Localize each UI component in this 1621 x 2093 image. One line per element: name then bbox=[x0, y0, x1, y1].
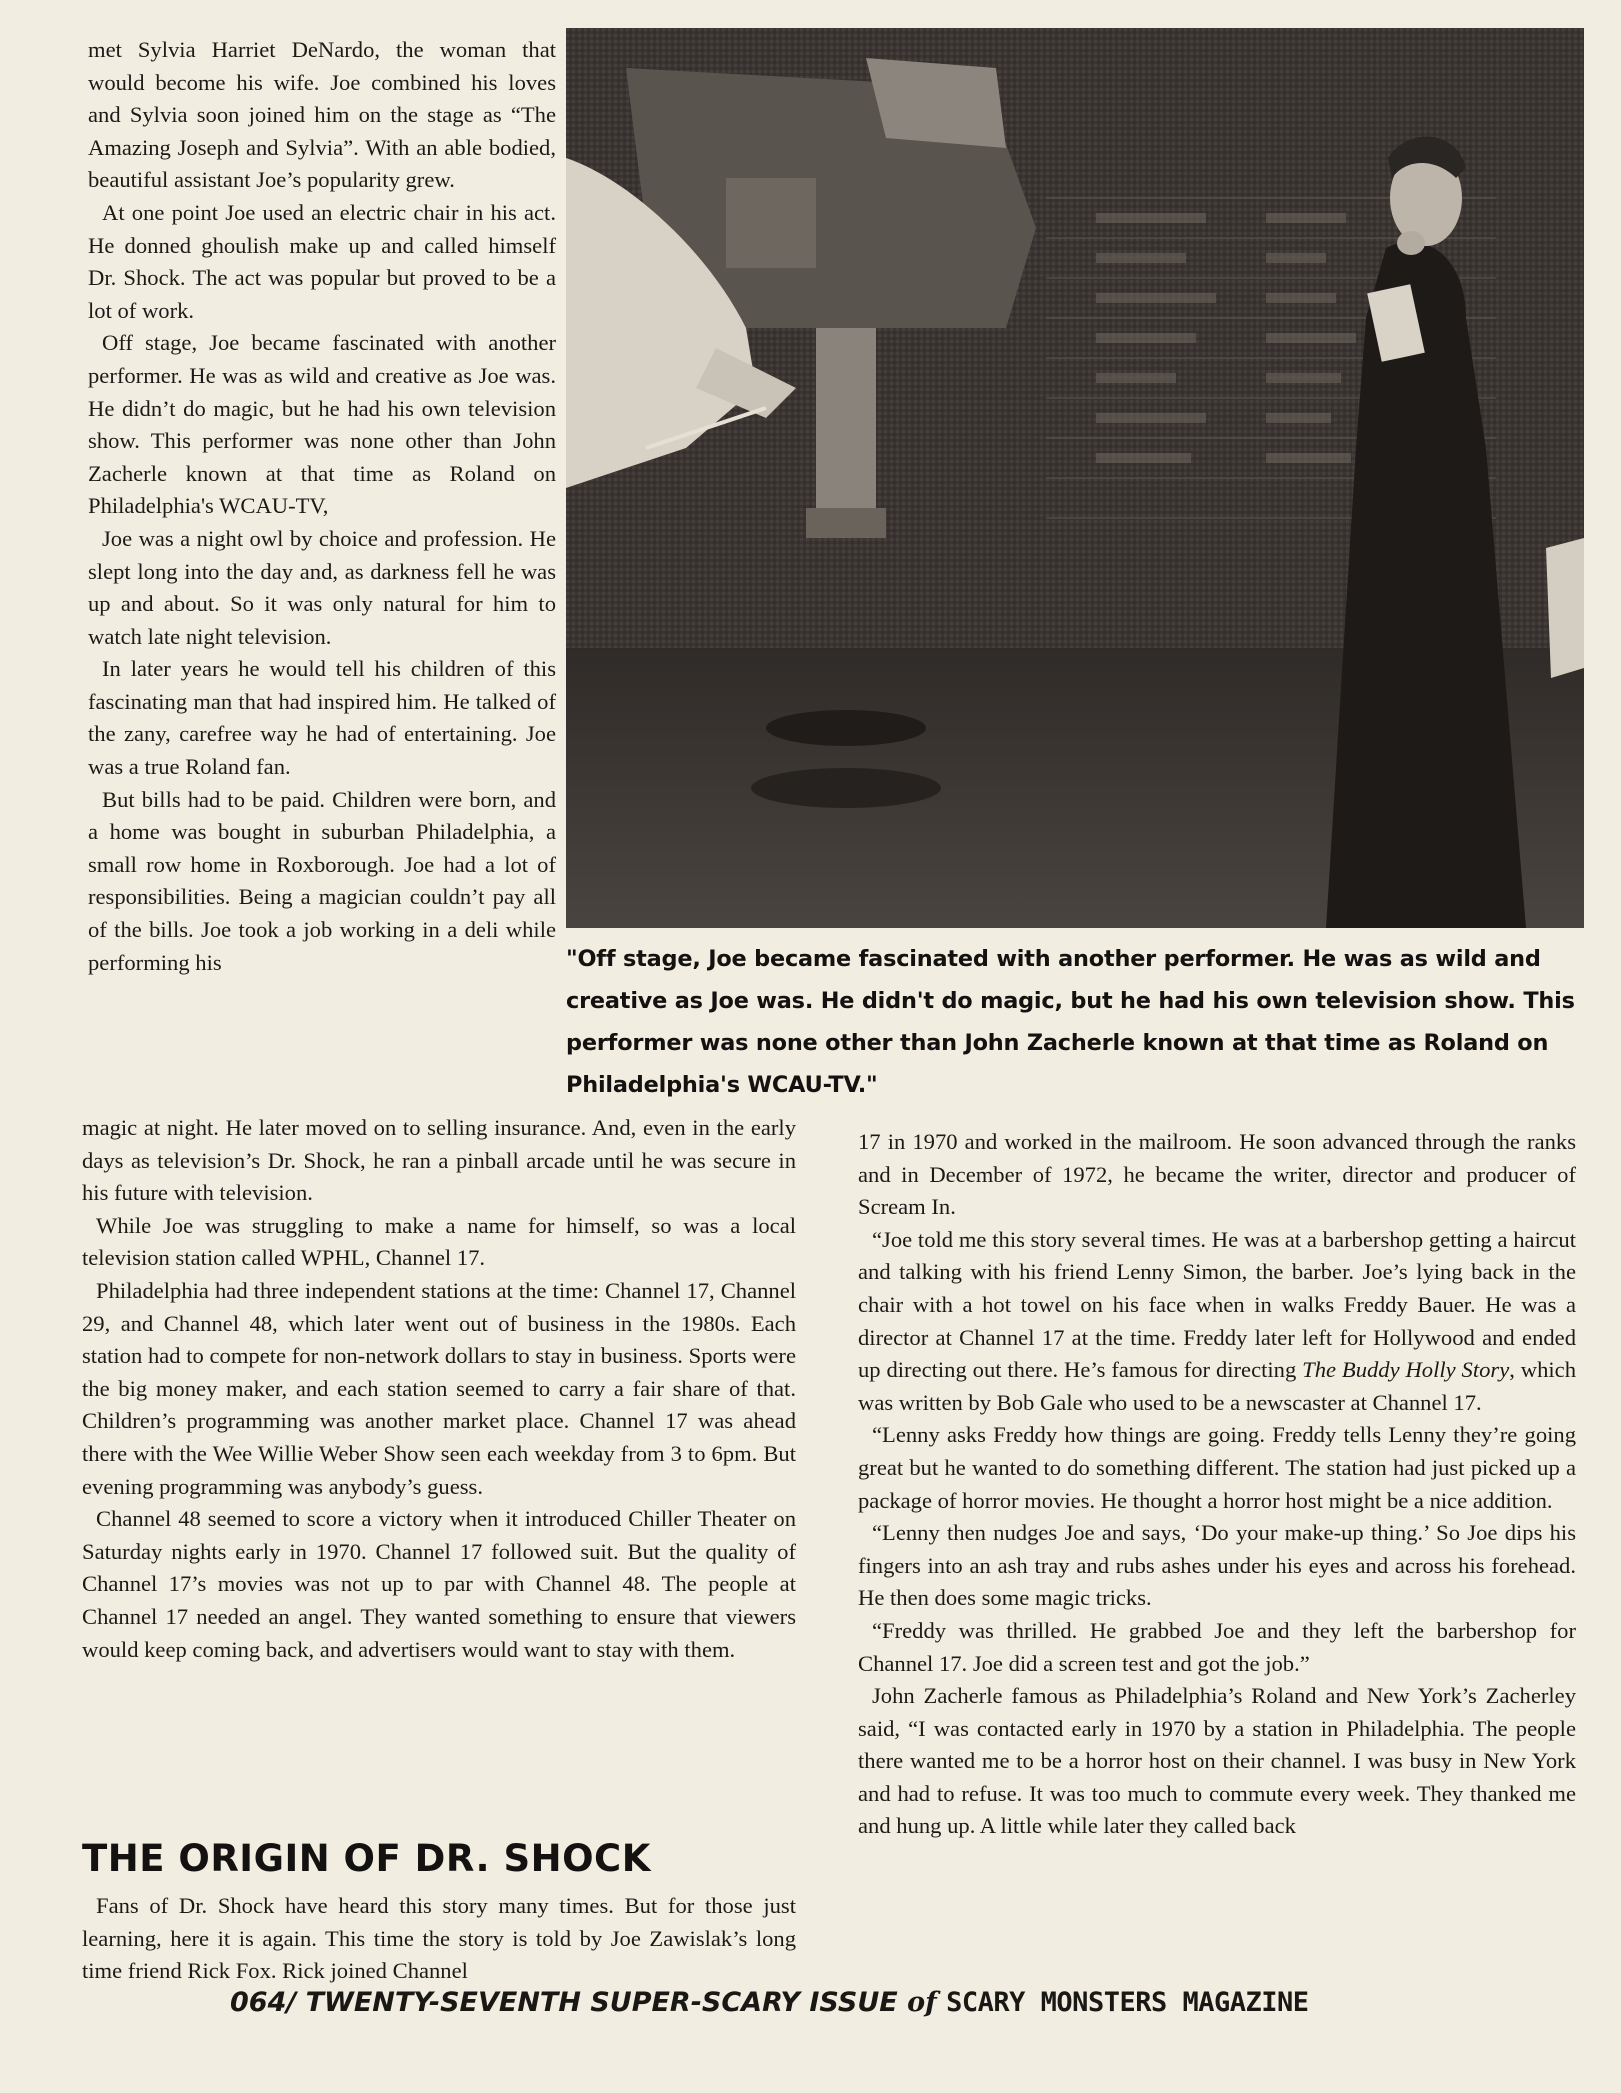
body-paragraph: John Zacherle famous as Philadelphia’s Roland and New York’s Zacherley said, “I was contacted early in 1970 by a station in Philadelphia. The people there wanted me to be a horror host on their channel. I was busy in New York and had to refuse. It was too much to commute every week. They thanked me and hung up. A little while later they called back bbox=[858, 1683, 1576, 1839]
body-paragraph: While Joe was struggling to make a name for himself, so was a local television station called WPHL, Channel 17. bbox=[82, 1212, 796, 1271]
paragraph-text: , which was written by Bob Gale who used to be a newscaster at Channel 17. bbox=[858, 1357, 1576, 1415]
magazine-name: SCARY MONSTERS MAGAZINE bbox=[946, 1987, 1309, 2018]
right-column bbox=[858, 1126, 1576, 1843]
left-wide-column bbox=[82, 1112, 796, 1666]
photo-caption: "Off stage, Joe became fascinated with another performer. He was as wild and creative as Joe was. He didn't do magic, but he had his own television show. This performer was none other than John Zacherle known at that time as Roland on Philadelphia's WCAU-TV." bbox=[566, 946, 1575, 1098]
body-paragraph: “Lenny asks Freddy how things are going. Freddy tells Lenny they’re going great but he wanted to do something different. The station had just picked up a package of horror movies. He thought a horror host might be a nice addition. bbox=[858, 1422, 1576, 1513]
body-paragraph: magic at night. He later moved on to selling insurance. And, even in the early days as television’s Dr. Shock, he ran a pinball arcade until he was secure in his future with television. bbox=[82, 1115, 796, 1206]
body-paragraph bbox=[858, 1224, 1576, 1420]
body-paragraph: Channel 48 seemed to score a victory when it introduced Chiller Theater on Saturday nights early in 1970. Channel 17 followed suit. But the quality of Channel 17’s movies was not up to par with Channel 48. The people at Channel 17 needed an angel. They wanted something to ensure that viewers would keep coming back, and advertisers would want to stay with them. bbox=[82, 1506, 796, 1662]
section-heading: THE ORIGIN OF DR. SHOCK bbox=[82, 1837, 651, 1880]
body-paragraph: met Sylvia Harriet DeNardo, the woman that would become his wife. Joe combined his loves and Sylvia soon joined him on the stage as “The Amazing Joseph and Sylvia”. With an able bodied, beautiful assistant Joe’s popularity grew. bbox=[88, 37, 556, 193]
body-paragraph: Fans of Dr. Shock have heard this story many times. But for those just learning, here it is again. This time the story is told by Joe Zawislak’s long time friend Rick Fox. Rick joined Channel bbox=[82, 1893, 796, 1984]
page-footer bbox=[230, 1986, 1430, 2020]
body-paragraph: But bills had to be paid. Children were born, and a home was bought in suburban Philadelphia, a small row home in Roxborough. Joe had a lot of responsibilities. Being a magician couldn’t pay all of the bills. Joe took a job working in a deli while performing his bbox=[88, 786, 556, 975]
body-paragraph: Off stage, Joe became fascinated with another performer. He was as wild and creative as Joe was. He didn’t do magic, but he had his own television show. This performer was none other than John Zacherle known at that time as Roland on Philadelphia's WCAU-TV, bbox=[88, 330, 556, 519]
tv-studio-photo bbox=[566, 28, 1584, 928]
body-paragraph: In later years he would tell his children of this fascinating man that had inspired him. He talked of the zany, carefree way he had of entertaining. Joe was a true Roland fan. bbox=[88, 656, 556, 780]
body-paragraph: Philadelphia had three independent stations at the time: Channel 17, Channel 29, and Channel 48, which later went out of business in the 1980s. Each station had to compete for non-network dollars to stay in business. Sports were the big money maker, and each station seemed to carry a fair share of that. Children’s programming was another market place. Channel 17 was ahead there with the Wee Willie Weber Show seen each weekday from 3 to 6pm. But evening programming was anybody’s guess. bbox=[82, 1277, 796, 1499]
film-title: The Buddy Holly Story bbox=[1302, 1357, 1510, 1383]
body-paragraph: At one point Joe used an electric chair in his act. He donned ghoulish make up and called himself Dr. Shock. The act was popular but proved to be a lot of work. bbox=[88, 199, 556, 323]
left-narrow-column bbox=[88, 34, 556, 979]
body-paragraph: “Lenny then nudges Joe and says, ‘Do your make-up thing.’ So Joe dips his fingers into an ash tray and rubs ashes under his eyes and across his forehead. He then does some magic tricks. bbox=[858, 1520, 1576, 1611]
page-number: 064/ bbox=[230, 1987, 297, 2018]
body-paragraph: “Freddy was thrilled. He grabbed Joe and they left the barbershop for Channel 17. Joe did a screen test and got the job.” bbox=[858, 1617, 1576, 1676]
body-paragraph: Joe was a night owl by choice and profession. He slept long into the day and, as darkness fell he was up and about. So it was only natural for him to watch late night television. bbox=[88, 525, 556, 649]
photo-illustration bbox=[566, 28, 1584, 928]
body-paragraph: 17 in 1970 and worked in the mailroom. He soon advanced through the ranks and in December of 1972, he became the writer, director and producer of Scream In. bbox=[858, 1129, 1576, 1220]
issue-title: TWENTY-SEVENTH SUPER-SCARY ISSUE bbox=[305, 1987, 898, 2018]
origin-section-column bbox=[82, 1890, 796, 1988]
paragraph-text: “Joe told me this story several times. He was at a barbershop getting a haircut and talking with his friend Lenny Simon, the barber. Joe’s lying back in the chair with a hot towel on his face when in walks Freddy Bauer. He was a director at Channel 17 at the time. Freddy later left for Hollywood and ended up directing out there. He’s famous for directing bbox=[858, 1226, 1576, 1383]
footer-of: of bbox=[907, 1987, 937, 2018]
